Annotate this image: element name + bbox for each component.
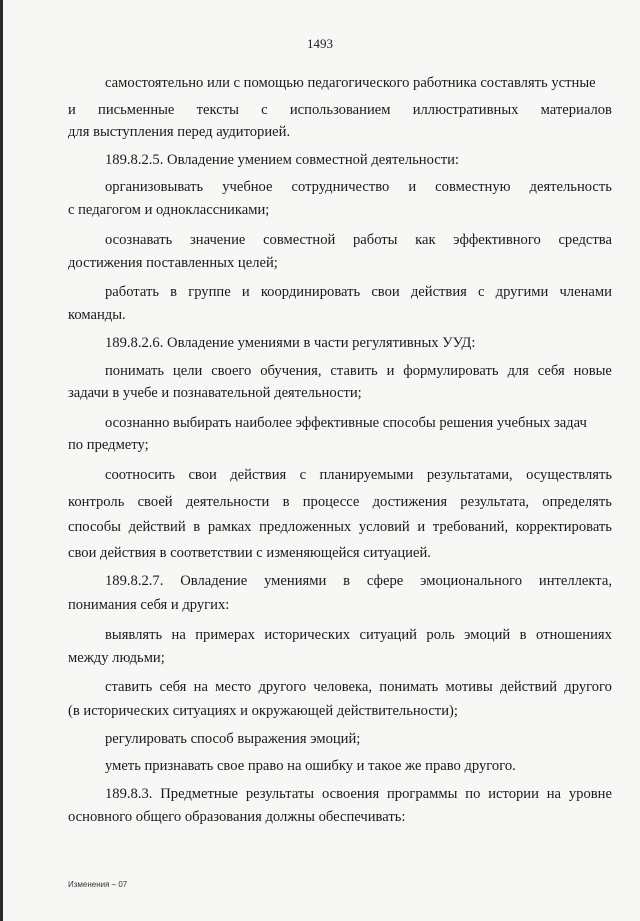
text-word: контроль — [68, 494, 125, 510]
text-word: своей — [137, 494, 173, 510]
text-line — [105, 466, 612, 484]
text-word: осознавать — [105, 232, 173, 248]
text-word: основного общего образования должны обеспечивать: — [68, 809, 406, 825]
text-word: умениями — [264, 573, 327, 589]
text-line — [105, 151, 459, 169]
text-word: сфере — [366, 573, 404, 589]
text-line — [68, 101, 612, 119]
text-word: 189.8.2.5. Овладение умением совместной деятельности: — [105, 152, 459, 168]
text-word: эмоций — [464, 627, 511, 643]
text-word: другого — [258, 679, 307, 695]
text-word: уметь признавать свое право на ошибку и такое же право другого. — [105, 758, 516, 774]
text-word: достижения — [372, 494, 448, 510]
text-word: действий — [499, 679, 558, 695]
text-word: использованием — [289, 102, 391, 118]
text-word: 189.8.2.6. Овладение умениями в части регулятивных УУД: — [105, 335, 476, 351]
text-word: обучения, — [260, 363, 322, 379]
text-word: цели — [172, 363, 203, 379]
text-word: свои — [188, 467, 217, 483]
text-line — [105, 283, 612, 301]
text-word: сотрудничество — [291, 179, 390, 195]
text-word: эффективного — [453, 232, 541, 248]
text-line — [68, 808, 405, 826]
text-word: осознанно выбирать наиболее эффективные способы решения учебных задач — [105, 415, 587, 431]
text-word: по — [465, 786, 481, 802]
text-word: роль — [426, 627, 455, 643]
text-word: ставить — [105, 679, 153, 695]
text-line — [105, 572, 612, 590]
footer-note: Изменения – 07 — [68, 880, 128, 889]
text-line — [68, 306, 126, 324]
text-word: 189.8.2.7. — [105, 573, 164, 589]
scan-edge — [0, 0, 3, 921]
text-line — [105, 334, 475, 352]
text-word: действия — [410, 284, 467, 300]
text-line — [68, 544, 431, 562]
text-line — [68, 254, 278, 272]
text-word: понимания себя и других: — [68, 597, 230, 613]
text-word: тексты — [196, 102, 239, 118]
text-word: организовывать — [105, 179, 204, 195]
text-word: членами — [559, 284, 612, 300]
text-word: мотивы — [445, 679, 493, 695]
text-word: между людьми; — [68, 650, 165, 666]
text-word: с педагогом и одноклассниками; — [68, 202, 270, 218]
page-number: 1493 — [307, 36, 333, 51]
text-word: другими — [495, 284, 549, 300]
text-word: Овладение — [180, 573, 248, 589]
text-word: и — [408, 179, 417, 195]
text-word: исторических — [264, 627, 351, 643]
text-word: регулировать способ выражения эмоций; — [105, 731, 361, 747]
text-word: на — [193, 679, 208, 695]
text-word: результата, — [460, 494, 530, 510]
text-word: значение — [190, 232, 246, 248]
text-word: осуществлять — [526, 467, 612, 483]
text-word: способы — [68, 519, 121, 535]
text-line — [105, 785, 612, 803]
text-line — [68, 123, 290, 141]
text-word: и — [241, 284, 250, 300]
text-line — [68, 201, 269, 219]
text-word: как — [415, 232, 436, 248]
text-word: команды. — [68, 307, 126, 323]
text-word: на — [546, 786, 562, 802]
text-word: материалов — [540, 102, 612, 118]
text-word: процессе — [302, 494, 360, 510]
text-word: себя — [537, 363, 565, 379]
text-word: действий — [128, 519, 186, 535]
text-word: работать — [105, 284, 159, 300]
text-word: и — [417, 519, 426, 535]
text-line — [68, 493, 612, 511]
text-word: результатами, — [426, 467, 513, 483]
text-line — [68, 596, 229, 614]
text-word: истории — [488, 786, 539, 802]
text-word: и — [386, 363, 395, 379]
text-word: свои действия в соответствии с изменяющейся ситуацией. — [68, 545, 431, 561]
text-line — [105, 757, 516, 775]
text-word: на — [171, 627, 186, 643]
text-word: результаты — [245, 786, 315, 802]
text-word: рамках — [207, 519, 252, 535]
text-word: формулировать — [403, 363, 499, 379]
text-word: понимать — [105, 363, 164, 379]
text-word: примерах — [195, 627, 255, 643]
text-word: планируемыми — [319, 467, 414, 483]
text-word: ситуаций — [359, 627, 417, 643]
text-word: условий — [358, 519, 410, 535]
text-word: отношениях — [535, 627, 612, 643]
text-word: самостоятельно или с помощью педагогического работника составлять устные — [105, 75, 596, 91]
text-word: программы — [387, 786, 458, 802]
text-word: соотносить — [105, 467, 176, 483]
text-word: своего — [211, 363, 252, 379]
text-word: с — [261, 102, 268, 118]
text-word: в — [170, 284, 178, 300]
text-word: деятельности — [185, 494, 270, 510]
text-word: средства — [558, 232, 612, 248]
text-line — [105, 730, 360, 748]
text-line — [105, 362, 612, 380]
text-word: и — [68, 102, 76, 118]
text-word: работы — [353, 232, 398, 248]
text-word: эмоционального — [420, 573, 523, 589]
text-word: корректировать — [515, 519, 612, 535]
text-word: место — [215, 679, 252, 695]
text-word: достижения поставленных целей; — [68, 255, 278, 271]
text-word: человека, — [313, 679, 373, 695]
text-word: освоения — [321, 786, 380, 802]
text-word: интеллекта, — [538, 573, 612, 589]
text-line — [105, 74, 596, 92]
text-word: ставить — [330, 363, 378, 379]
text-word: для выступления перед аудиторией. — [68, 124, 291, 140]
text-line — [105, 178, 612, 196]
text-word: понимать — [379, 679, 439, 695]
text-word: в — [193, 519, 201, 535]
text-word: предложенных — [259, 519, 352, 535]
text-word: совместной — [263, 232, 336, 248]
text-word: для — [507, 363, 529, 379]
text-word: Предметные — [160, 786, 238, 802]
text-word: координировать — [260, 284, 361, 300]
text-word: учебное — [222, 179, 273, 195]
text-word: группе — [188, 284, 231, 300]
text-line — [68, 649, 165, 667]
text-line — [68, 384, 362, 402]
text-line — [105, 626, 612, 644]
text-line — [68, 518, 612, 536]
text-word: действия — [230, 467, 287, 483]
text-word: (в исторических ситуациях и окружающей действительности); — [68, 703, 458, 719]
text-line — [68, 436, 149, 454]
text-line — [68, 702, 458, 720]
text-word: определять — [542, 494, 612, 510]
text-word: в — [519, 627, 527, 643]
text-word: требований, — [432, 519, 509, 535]
text-line — [105, 414, 612, 432]
text-line — [105, 231, 612, 249]
text-word: с — [478, 284, 485, 300]
text-word: себя — [159, 679, 187, 695]
text-word: другого — [564, 679, 612, 695]
text-word: новые — [573, 363, 612, 379]
text-word: 189.8.3. — [105, 786, 153, 802]
text-word: деятельность — [529, 179, 612, 195]
text-word: с — [299, 467, 307, 483]
text-word: иллюстративных — [412, 102, 519, 118]
text-word: совместную — [435, 179, 511, 195]
text-word: выявлять — [105, 627, 163, 643]
text-word: в — [343, 573, 351, 589]
text-line — [105, 678, 612, 696]
text-word: письменные — [98, 102, 175, 118]
text-word: по предмету; — [68, 437, 149, 453]
text-word: свои — [371, 284, 400, 300]
text-word: уровне — [568, 786, 612, 802]
text-word: задачи в учебе и познавательной деятельности; — [68, 385, 362, 401]
text-word: в — [282, 494, 290, 510]
